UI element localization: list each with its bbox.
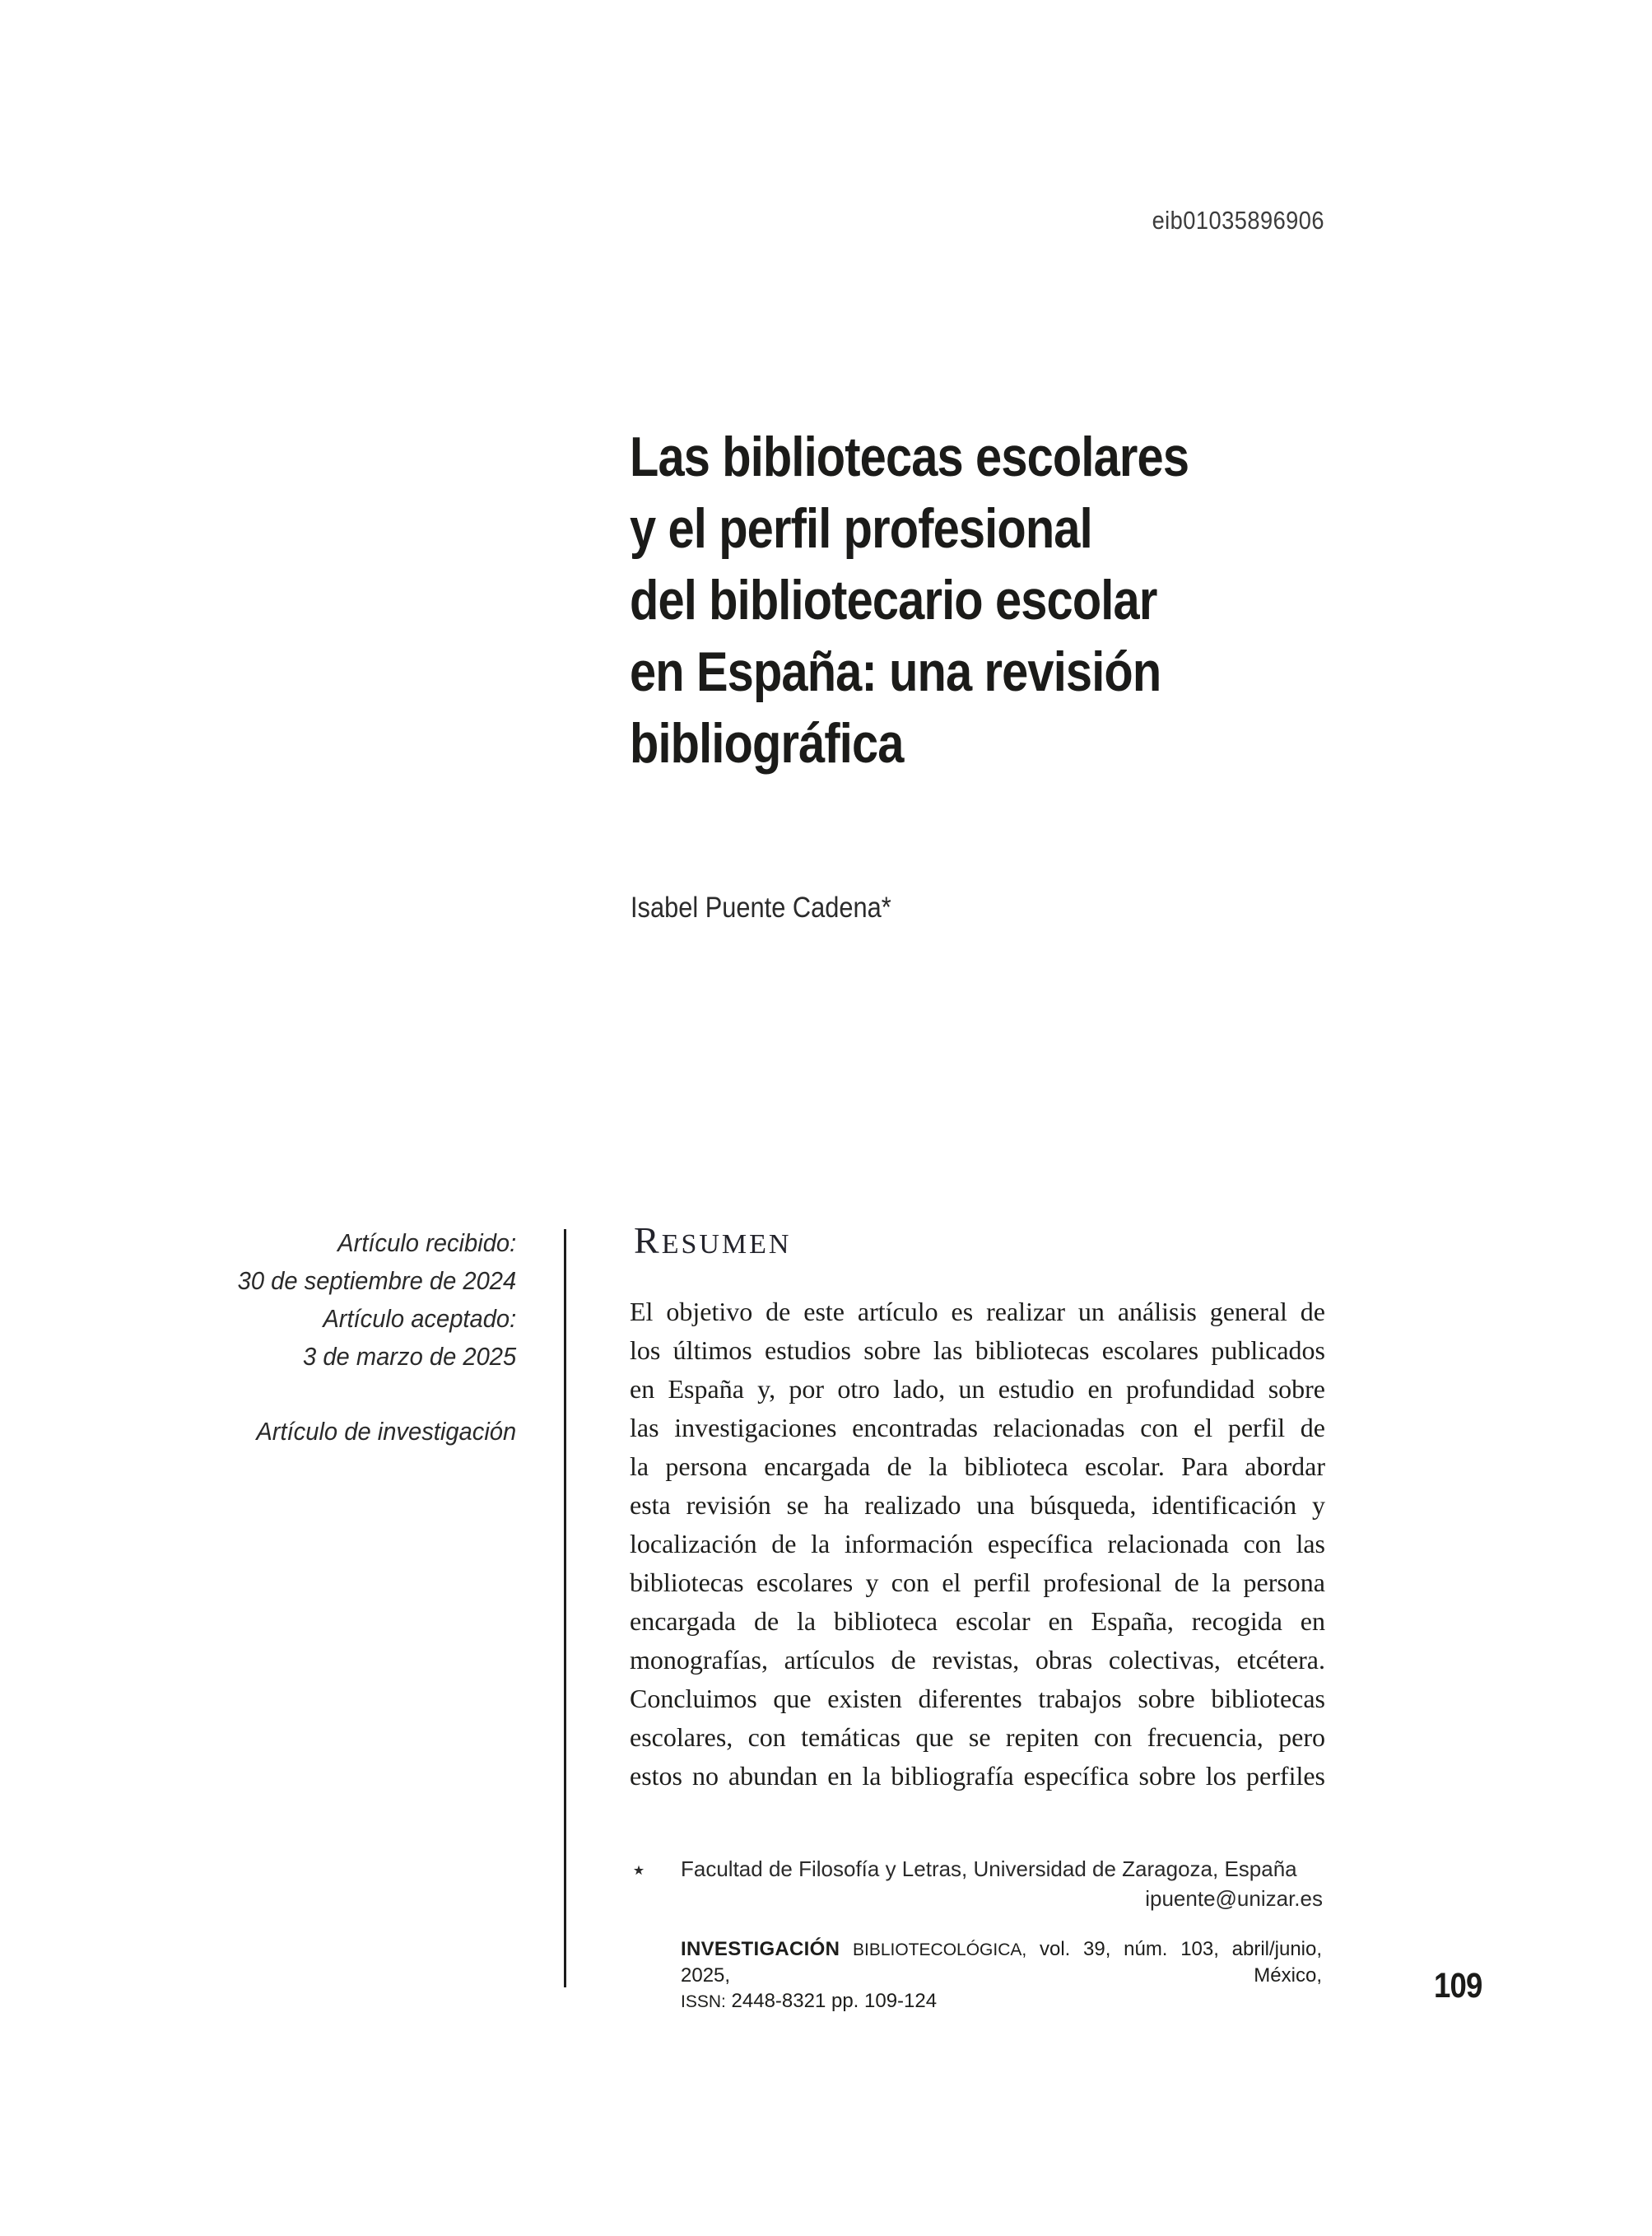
article-type-label: Artículo de investigación <box>256 1417 516 1446</box>
page-number: 109 <box>1434 1966 1482 2005</box>
journal-issue-info: vol. 39, núm. 103, abril/junio, 2025, México, <box>681 1938 1323 1987</box>
issn-value: 2448-8321 pp. 109-124 <box>731 1990 938 2012</box>
abstract-heading-rest: ESUMEN <box>661 1229 792 1260</box>
abstract-line: las investigaciones encontradas relacionadas con el perfil de <box>630 1413 1325 1442</box>
author-email: ipuente@unizar.es <box>1145 1886 1323 1911</box>
author-footnote <box>681 1854 1323 1913</box>
abstract-heading <box>634 1218 791 1262</box>
journal-citation-line <box>681 1988 1322 2015</box>
abstract-body <box>630 1293 1325 1796</box>
journal-citation-line <box>681 1936 1322 1988</box>
journal-name-caps: BIBLIOTECOLÓGICA, <box>853 1940 1027 1959</box>
author-name: Isabel Puente Cadena* <box>631 892 891 924</box>
issn-label: ISSN: <box>681 1992 726 2011</box>
abstract-line: monografías, artículos de revistas, obras colectivas, etcétera. <box>630 1645 1325 1675</box>
abstract-line: en España y, por otro lado, un estudio en profundidad sobre <box>630 1374 1325 1404</box>
abstract-line: bibliotecas escolares y con el perfil profesional de la persona <box>630 1568 1325 1597</box>
article-metadata-sidebar <box>237 1224 516 1451</box>
abstract-line: los últimos estudios sobre las bibliotecas escolares publicados <box>630 1335 1325 1365</box>
author-affiliation: Facultad de Filosofía y Letras, Universidad de Zaragoza, España <box>681 1856 1297 1881</box>
received-label: Artículo recibido: <box>337 1228 516 1257</box>
accepted-date: 3 de marzo de 2025 <box>302 1342 516 1371</box>
article-title <box>630 422 1189 780</box>
journal-name-bold: INVESTIGACIÓN <box>681 1938 840 1960</box>
abstract-line: El objetivo de este artículo es realizar un análisis general de <box>630 1297 1325 1326</box>
abstract-line: localización de la información específica relacionada con las <box>630 1529 1325 1558</box>
abstract-line: esta revisión se ha realizado una búsqueda, identificación y <box>630 1490 1325 1520</box>
article-title-line: en España: una revisión <box>630 641 1161 703</box>
abstract-heading-initial: R <box>634 1219 662 1261</box>
article-title-line: bibliográfica <box>630 712 904 775</box>
divider-rule <box>564 1229 566 1987</box>
article-title-line: y el perfil profesional <box>630 497 1092 560</box>
received-date: 30 de septiembre de 2024 <box>237 1266 516 1295</box>
abstract-line: encargada de la biblioteca escolar en España, recogida en <box>630 1606 1325 1636</box>
accepted-label: Artículo aceptado: <box>323 1304 516 1333</box>
journal-citation <box>681 1936 1322 2015</box>
abstract-line: Concluimos que existen diferentes trabajos sobre bibliotecas <box>630 1684 1325 1713</box>
manuscript-id: eib01035896906 <box>1152 206 1324 235</box>
abstract-line: escolares, con temáticas que se repiten con frecuencia, pero <box>630 1722 1325 1752</box>
abstract-line: la persona encargada de la biblioteca escolar. Para abordar <box>630 1451 1325 1481</box>
article-title-line: Las bibliotecas escolares <box>630 426 1189 488</box>
abstract-line: estos no abundan en la bibliografía específica sobre los perfiles <box>630 1761 1325 1791</box>
footnote-star-marker: ⋆ <box>631 1855 648 1884</box>
article-title-line: del bibliotecario escolar <box>630 569 1157 631</box>
